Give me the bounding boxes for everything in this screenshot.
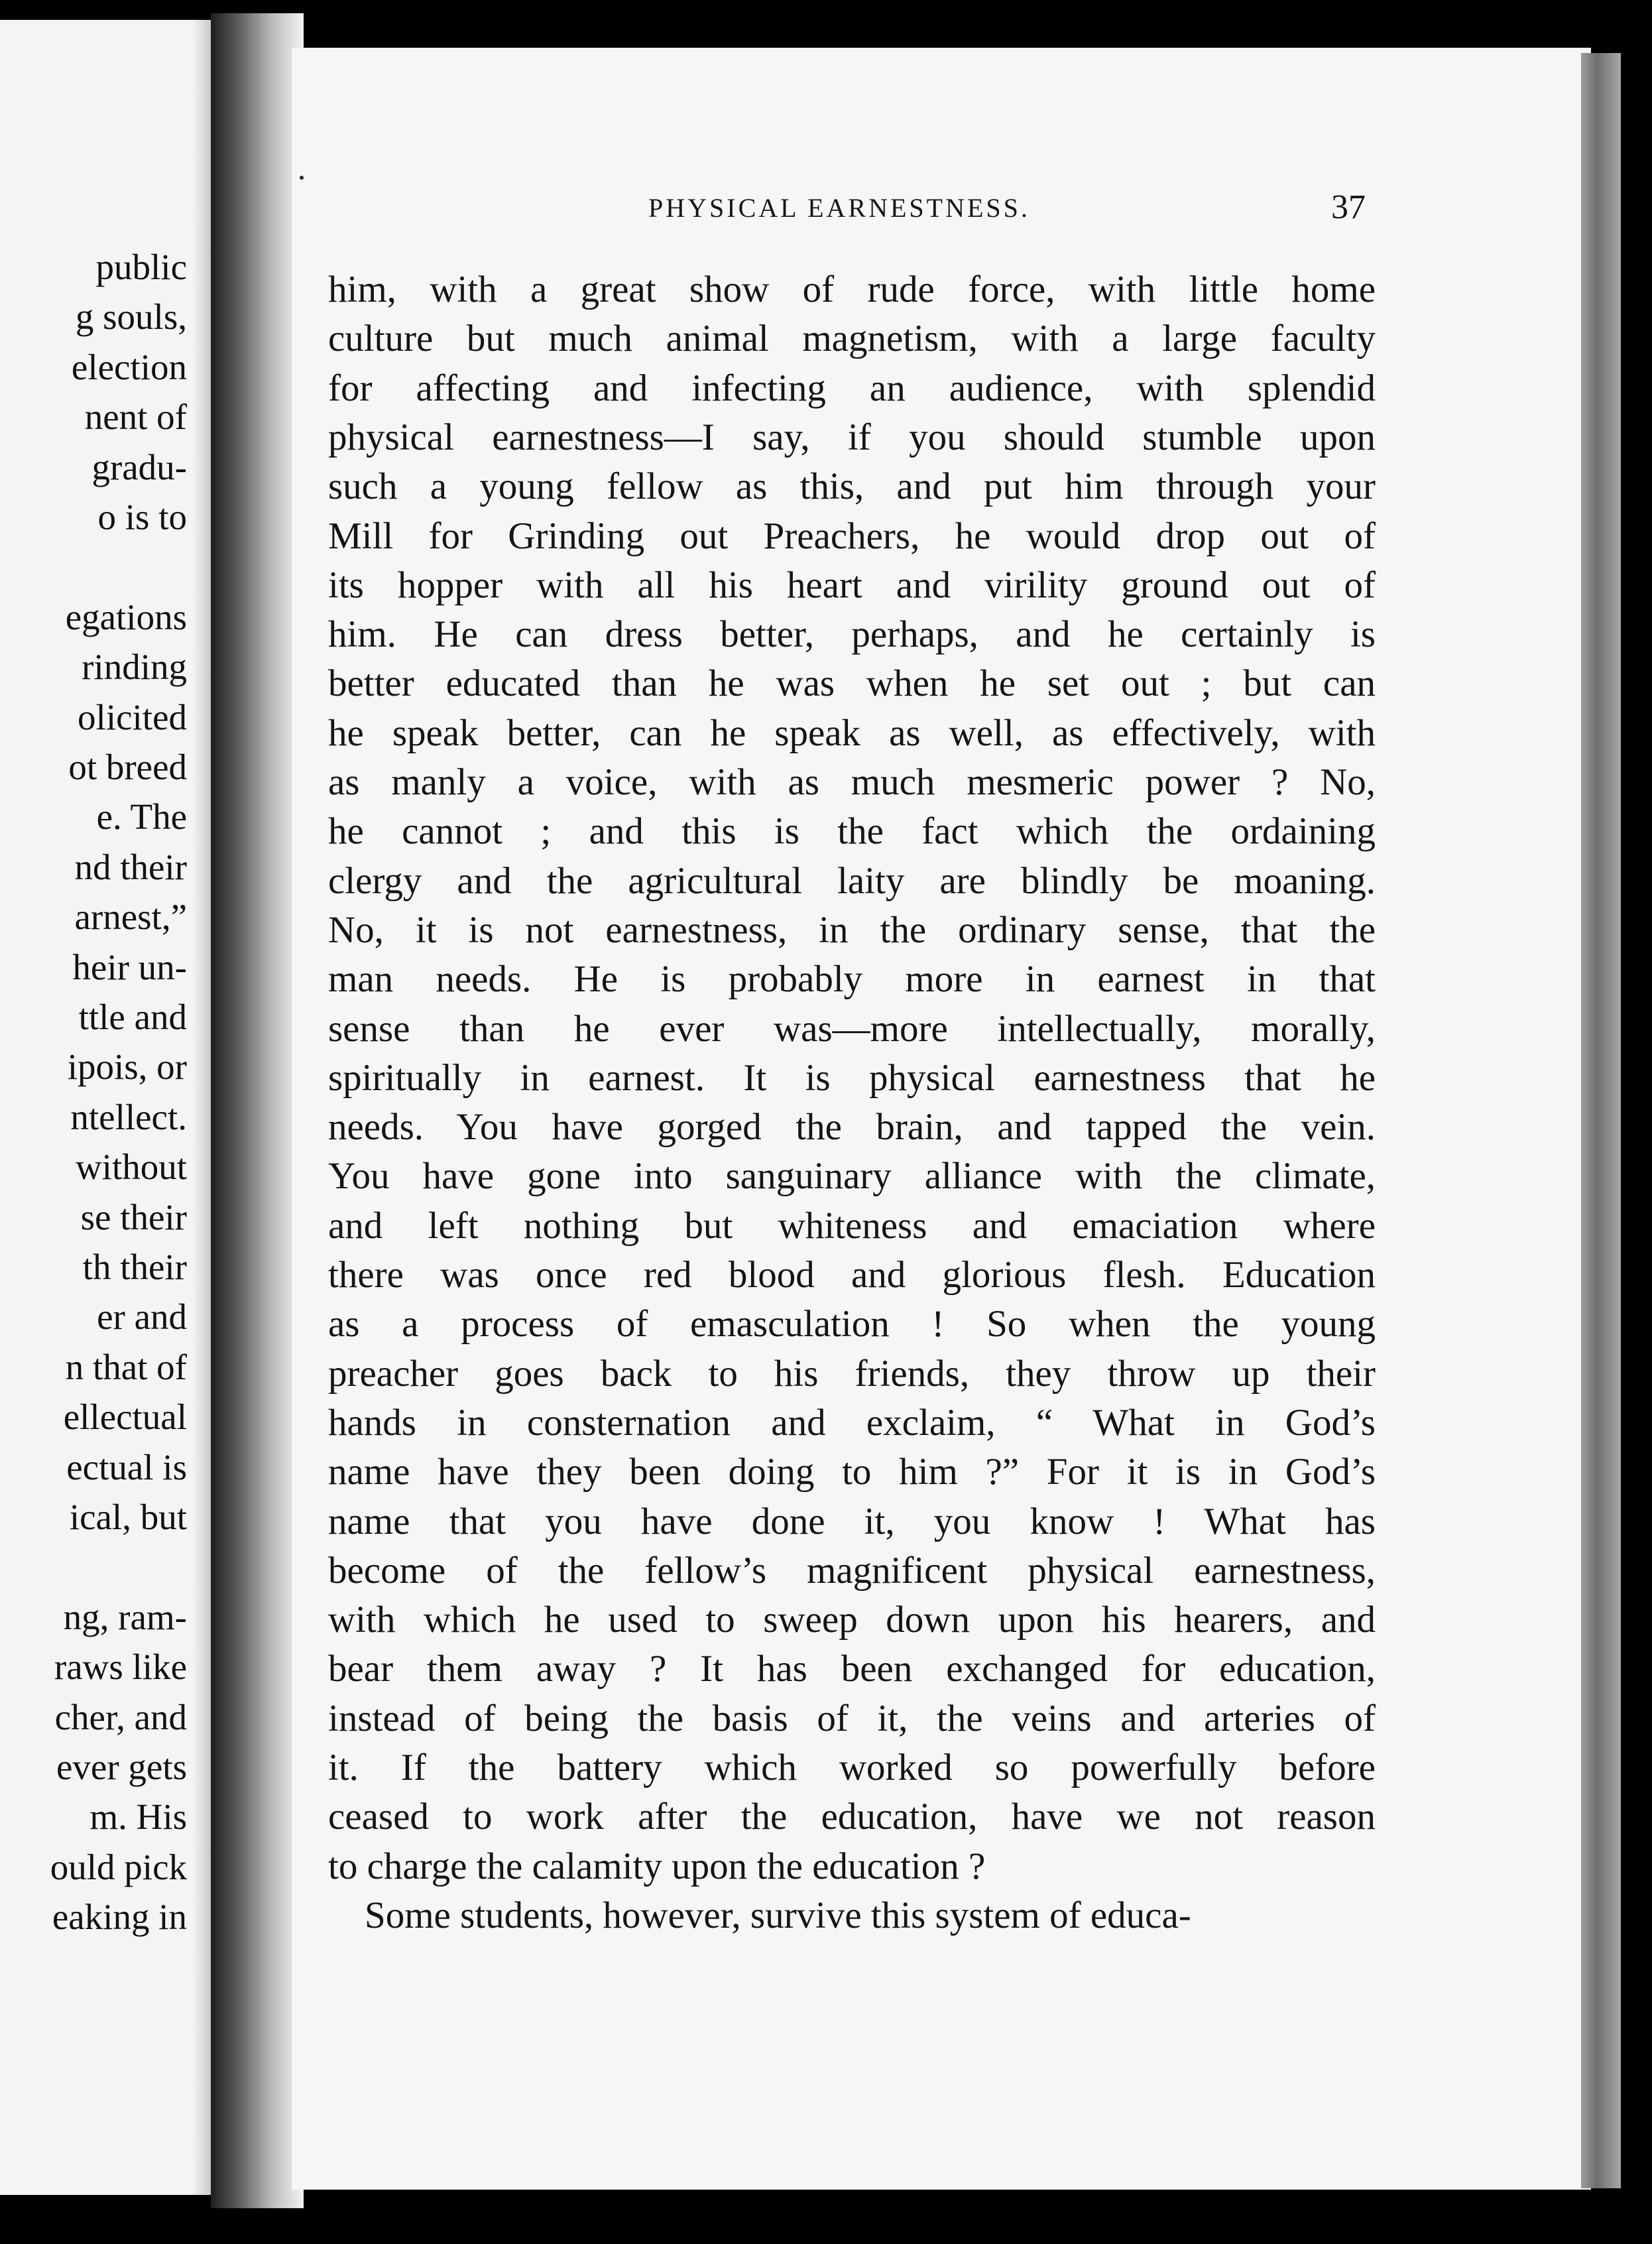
text-line: and left nothing but whiteness and emaciation where: [328, 1205, 1376, 1247]
left-text-fragment: rinding: [82, 647, 187, 687]
left-text-fragment: g souls,: [75, 296, 187, 337]
left-text-fragment: ipois, or: [67, 1046, 187, 1087]
left-text-fragment: se their: [80, 1197, 187, 1237]
text-line: as manly a voice, with as much mesmeric power ? No,: [328, 761, 1376, 803]
left-text-fragment: arnest,”: [74, 897, 187, 937]
left-text-fragment: ectual is: [66, 1447, 187, 1487]
text-line: better educated than he was when he set out ; but can: [328, 662, 1376, 704]
left-text-fragment: ttle and: [78, 997, 187, 1037]
left-text-fragment: nent of: [84, 397, 187, 437]
text-line: hands in consternation and exclaim, “ What in God’s: [328, 1402, 1376, 1444]
text-line: become of the fellow’s magnificent physical earnestness,: [328, 1550, 1376, 1591]
left-text-fragment: ng, ram-: [63, 1597, 187, 1637]
left-text-fragment: nd their: [74, 847, 187, 887]
left-text-fragment: ical, but: [69, 1497, 187, 1537]
left-text-fragment: eaking in: [52, 1897, 187, 1937]
left-text-fragment: er and: [97, 1296, 187, 1337]
text-line: You have gone into sanguinary alliance with the climate,: [328, 1155, 1376, 1197]
text-line: name that you have done it, you know ! What has: [328, 1501, 1376, 1542]
left-text-fragment: ot breed: [68, 747, 187, 787]
left-text-fragment: public: [95, 247, 187, 287]
left-text-fragment: heir un-: [72, 947, 187, 987]
text-line: physical earnestness—I say, if you should stumble upon: [328, 416, 1376, 458]
text-line: as a process of emasculation ! So when the young: [328, 1303, 1376, 1345]
left-text-fragment: cher, and: [54, 1697, 187, 1737]
text-line: needs. You have gorged the brain, and tapped the vein.: [328, 1106, 1376, 1148]
text-line: No, it is not earnestness, in the ordinary sense, that the: [328, 909, 1376, 951]
text-line: Some students, however, survive this system of educa-: [365, 1895, 1191, 1936]
text-line: clergy and the agricultural laity are blindly be moaning.: [328, 860, 1376, 902]
text-line: such a young fellow as this, and put him through your: [328, 466, 1376, 507]
text-line: name have they been doing to him ?” For it is in God’s: [328, 1451, 1376, 1493]
left-text-fragment: n that of: [65, 1347, 187, 1387]
left-text-fragment: raws like: [54, 1647, 187, 1687]
text-line: he speak better, can he speak as well, as effectively, with: [328, 712, 1376, 754]
text-line: spiritually in earnest. It is physical earnestness that he: [328, 1057, 1376, 1099]
text-line: ceased to work after the education, have we not reason: [328, 1796, 1376, 1838]
left-text-fragment: ellectual: [63, 1397, 187, 1437]
left-text-fragment: ntellect.: [70, 1097, 187, 1137]
left-text-fragment: olicited: [78, 697, 187, 737]
left-text-fragment: egations: [65, 597, 187, 637]
text-line: its hopper with all his heart and virility ground out of: [328, 564, 1376, 606]
page-edge: [1581, 53, 1621, 2188]
text-line: sense than he ever was—more intellectually, morally,: [328, 1008, 1376, 1050]
gutter-shadow: [211, 13, 304, 2208]
text-line: it. If the battery which worked so powerfully before: [328, 1747, 1376, 1788]
text-line: to charge the calamity upon the education ?: [328, 1845, 986, 1887]
text-line: bear them away ? It has been exchanged for education,: [328, 1648, 1376, 1690]
left-text-fragment: gradu-: [91, 447, 187, 487]
text-line: man needs. He is probably more in earnest in that: [328, 958, 1376, 1000]
text-line: with which he used to sweep down upon his hearers, and: [328, 1599, 1376, 1641]
left-text-fragment: o is to: [97, 497, 187, 537]
text-line: instead of being the basis of it, the veins and arteries of: [328, 1698, 1376, 1739]
page-number: 37: [1331, 188, 1366, 226]
text-line: he cannot ; and this is the fact which the ordaining: [328, 810, 1376, 852]
left-text-fragment: election: [71, 347, 187, 387]
left-page-fragment: [0, 20, 219, 2195]
left-text-fragment: ever gets: [56, 1747, 187, 1787]
text-line: him. He can dress better, perhaps, and he certainly is: [328, 613, 1376, 655]
text-line: for affecting and infecting an audience, with splendid: [328, 367, 1376, 409]
ink-speck: [300, 176, 304, 180]
left-text-fragment: th their: [82, 1247, 187, 1287]
left-text-fragment: without: [75, 1147, 187, 1187]
text-line: him, with a great show of rude force, with little home: [328, 269, 1376, 310]
left-text-fragment: ould pick: [50, 1847, 187, 1887]
text-line: preacher goes back to his friends, they throw up their: [328, 1353, 1376, 1395]
left-text-fragment: m. His: [89, 1796, 187, 1837]
left-text-fragment: e. The: [96, 796, 187, 837]
text-line: culture but much animal magnetism, with a large faculty: [328, 318, 1376, 359]
running-head: PHYSICAL EARNESTNESS.: [648, 193, 1030, 223]
text-line: there was once red blood and glorious flesh. Education: [328, 1254, 1376, 1296]
text-line: Mill for Grinding out Preachers, he would drop out of: [328, 515, 1376, 557]
